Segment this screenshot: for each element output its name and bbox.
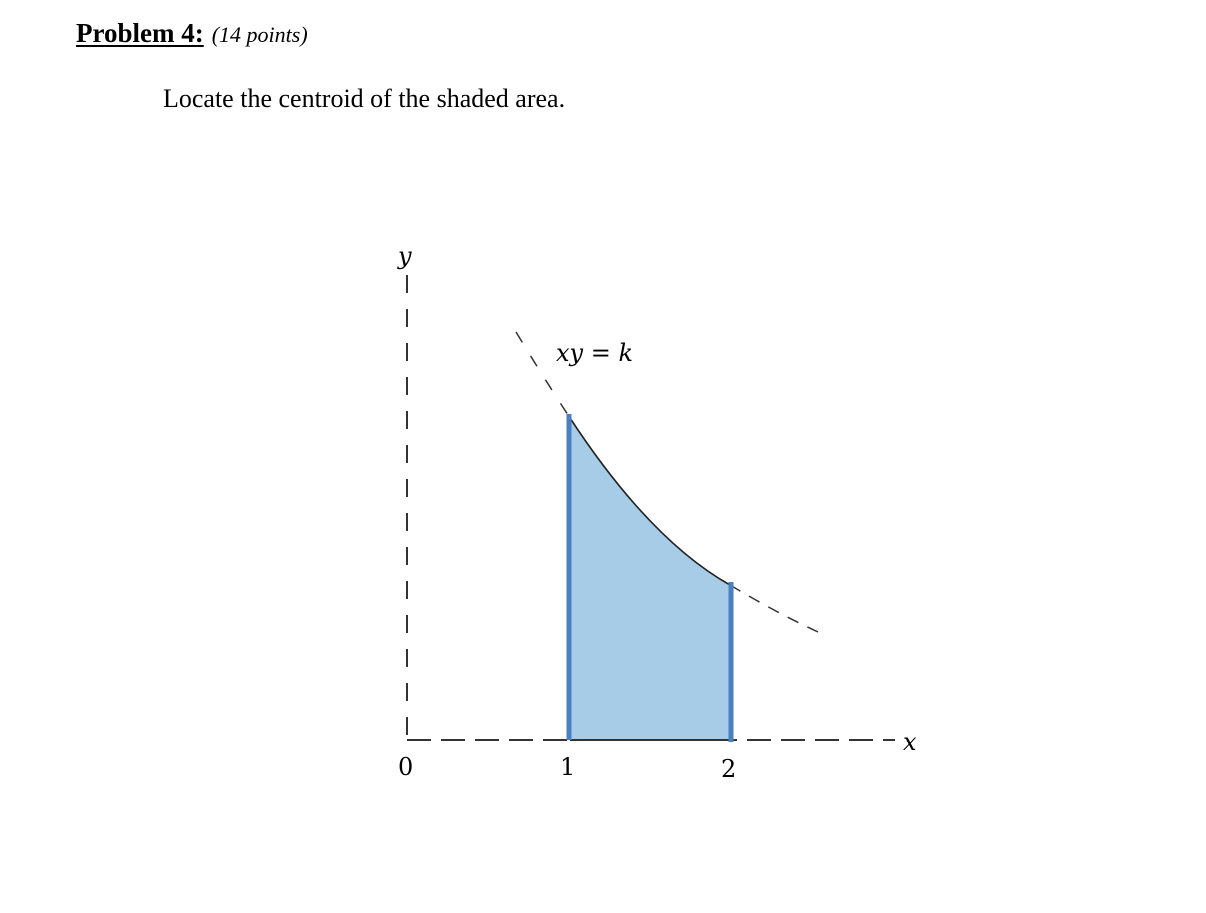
tick-label-2: 2 [721,755,737,783]
points-label: (14 points) [211,22,308,47]
curve-extension-right [730,585,818,632]
curve-label: xy = k [556,339,634,367]
problem-label: Problem 4: [76,18,204,48]
problem-instruction: Locate the centroid of the shaded area. [163,84,566,113]
tick-label-0: 0 [398,753,414,781]
shaded-region [570,418,730,740]
tick-label-1: 1 [560,753,576,781]
x-axis-label: x [903,728,917,756]
y-axis-label: y [398,242,412,270]
